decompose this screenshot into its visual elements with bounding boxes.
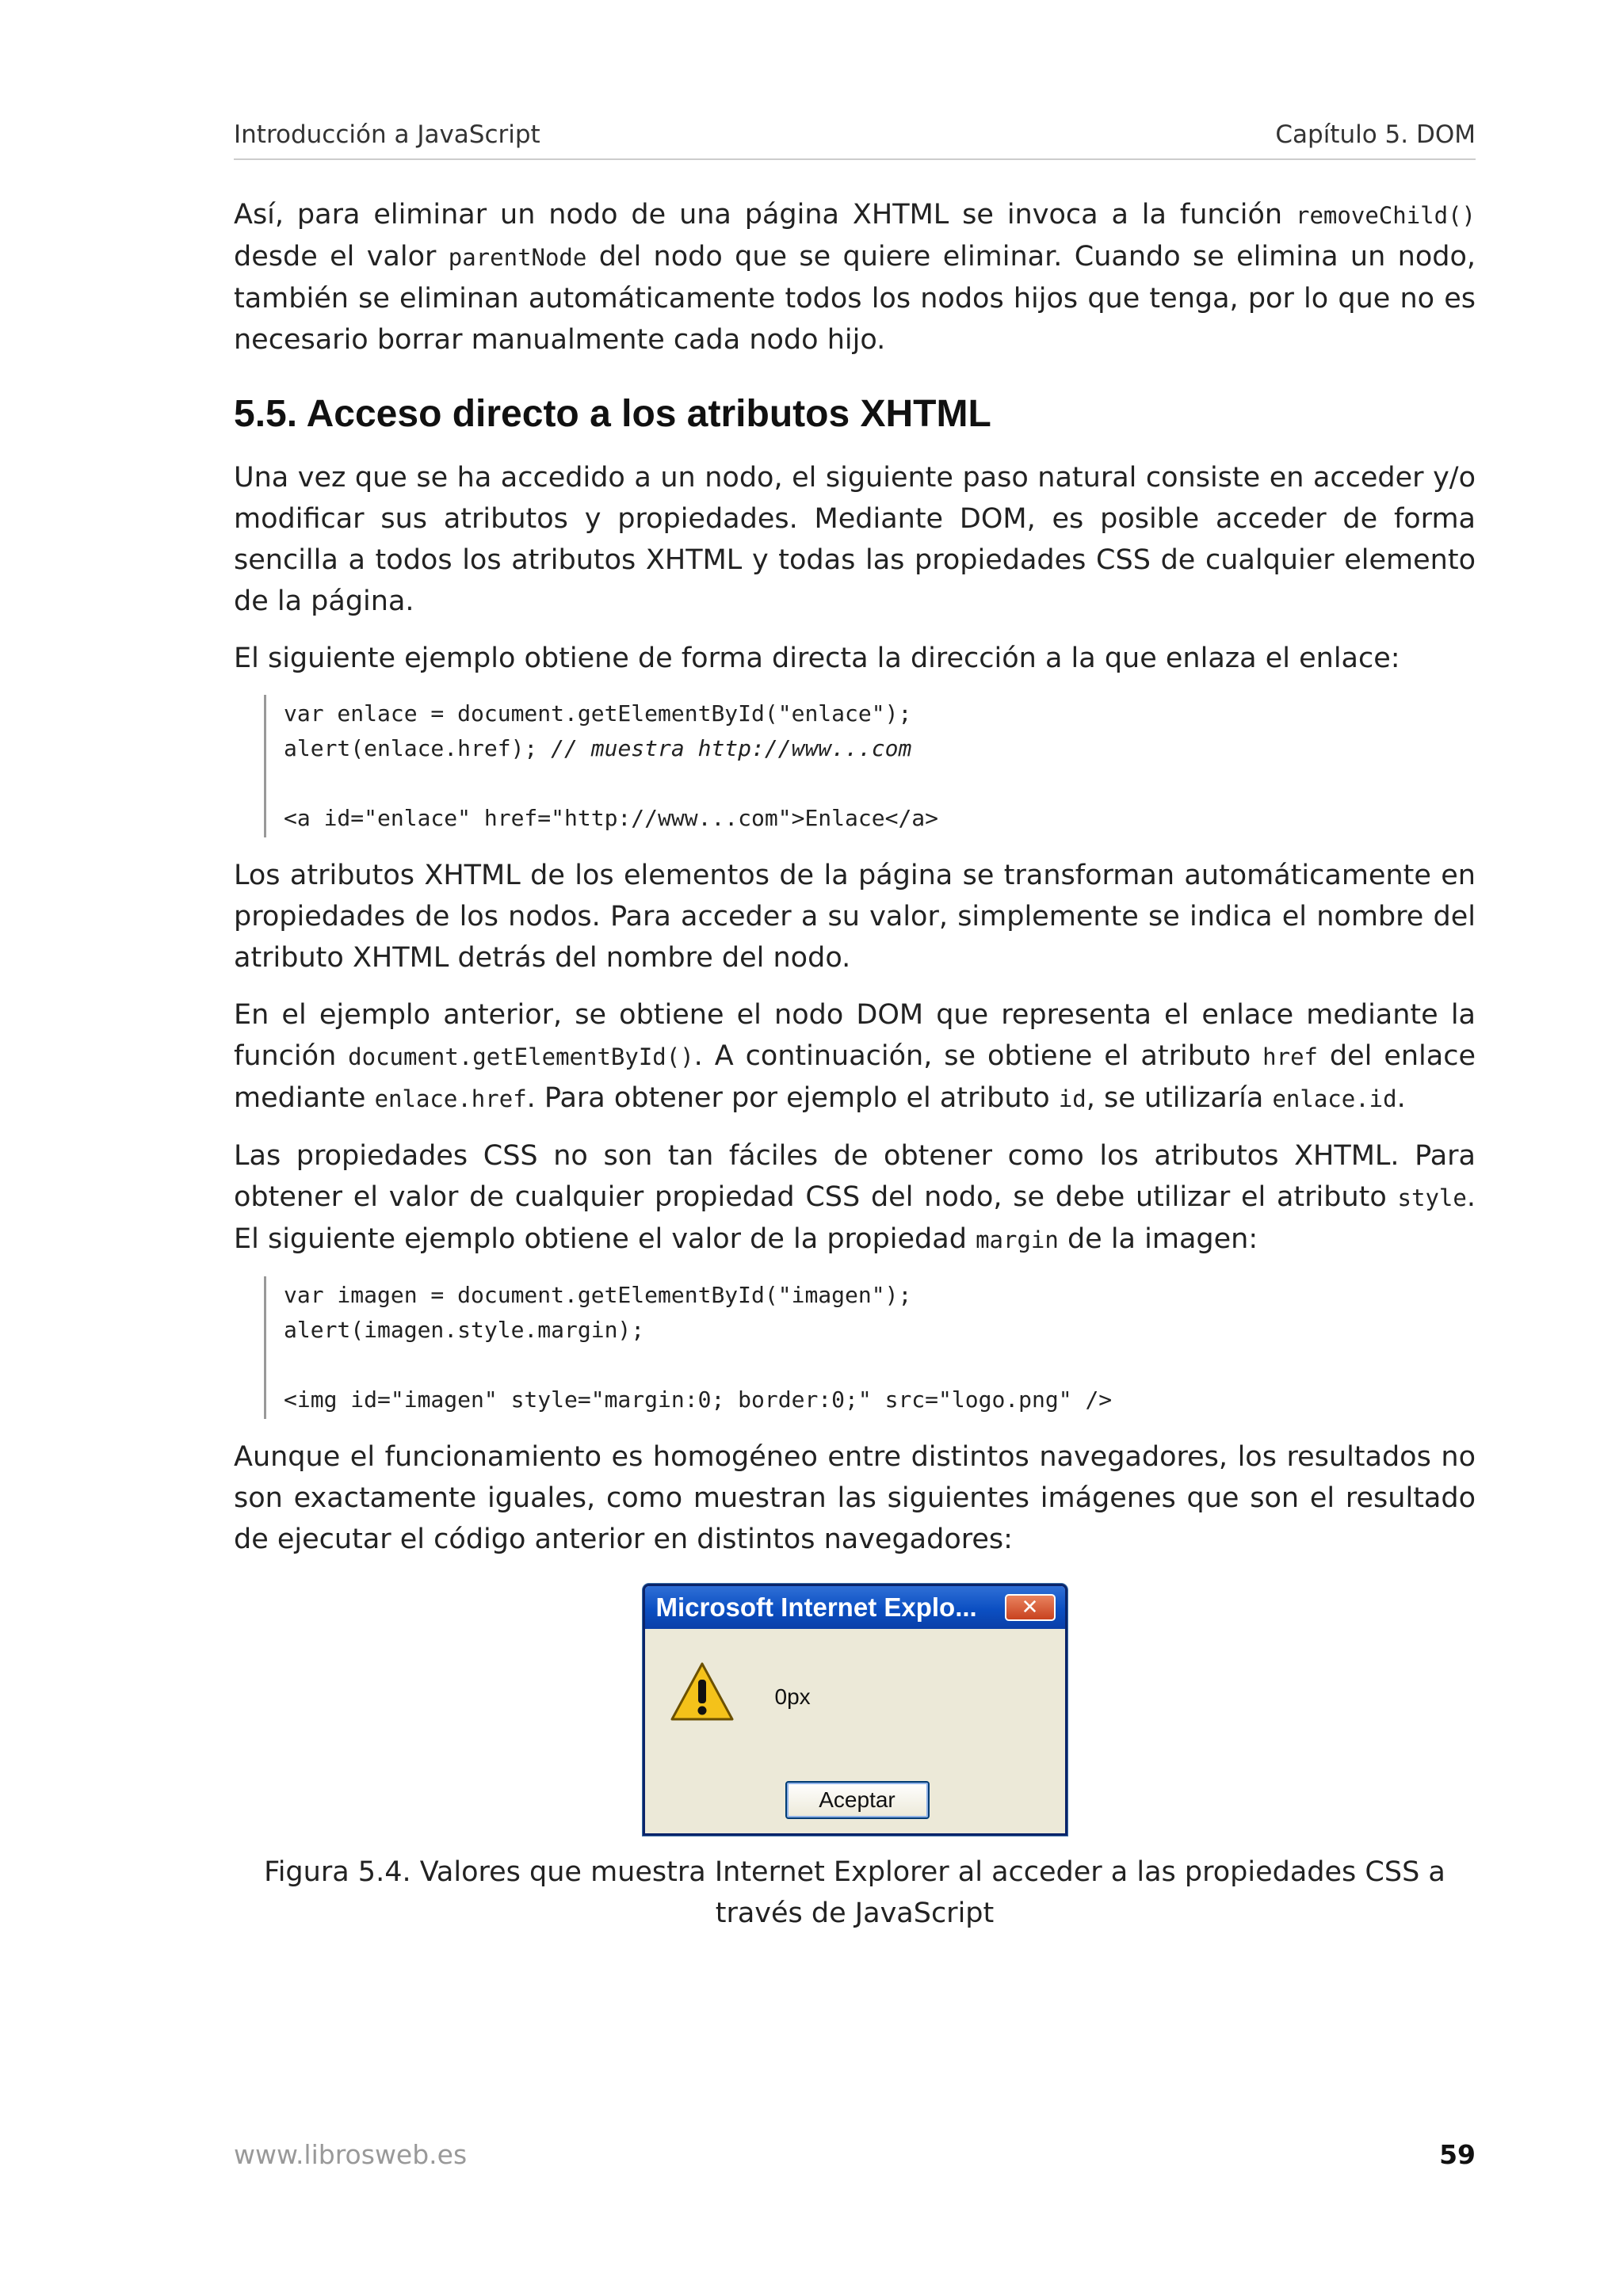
page-footer xyxy=(234,2139,1476,2170)
inline-code: enlace.href xyxy=(374,1085,527,1112)
paragraph-css-properties: Las propiedades CSS no son tan fáciles de obtener como los atributos XHTML. Para obtener el valor de cualquier propiedad CSS del nodo, se debe utilizar el atributo style. El siguiente ejemplo obtiene el valor de la propiedad margin de la imagen: xyxy=(234,1140,1476,1255)
inline-code-margin: margin xyxy=(976,1226,1059,1253)
paragraph-remove-child: Así, para eliminar un nodo de una página XHTML se invoca a la función removeChild() desde el valor parentNode del nodo que se quiere eliminar. Cuando se elimina un nodo, también se eliminan automáticamente todos los nodos hijos que tenga, por lo que no es necesario borrar manualmente cada nodo hijo. xyxy=(234,199,1476,356)
dialog-titlebar xyxy=(645,1586,1065,1629)
code-line: alert(imagen.style.margin); xyxy=(284,1317,645,1343)
figure-ie-dialog xyxy=(234,1584,1476,1934)
paragraph-previous-example: En el ejemplo anterior, se obtiene el nodo DOM que representa el enlace mediante la función document.getElementById(). A continuación, se obtiene el atributo href del enlace mediante enlace.href. Para obtener por ejemplo el atributo id, se utilizaría enlace.id. xyxy=(234,999,1476,1114)
ie-alert-dialog xyxy=(643,1584,1067,1836)
warning-icon xyxy=(669,1661,735,1724)
paragraph-example-intro: El siguiente ejemplo obtiene de forma directa la dirección a la que enlaza el enlace: xyxy=(234,643,1400,674)
code-line: <a id="enlace" href="http://www...com">Enlace</a> xyxy=(284,805,939,831)
paragraph-attributes: Los atributos XHTML de los elementos de la página se transforman automáticamente en propiedades de los nodos. Para acceder a su valor, simplemente se indica el nombre del atributo XHTML detrás del nombre del nodo. xyxy=(234,860,1476,974)
page-number: 59 xyxy=(1439,2139,1476,2170)
dialog-body xyxy=(645,1629,1065,1833)
inline-code: id xyxy=(1058,1085,1086,1112)
inline-code-parentnode: parentNode xyxy=(448,244,587,271)
code-block-enlace xyxy=(264,695,1476,837)
header-chapter: Capítulo 5. DOM xyxy=(1275,120,1476,149)
inline-code: document.getElementById() xyxy=(348,1043,694,1070)
paragraph-intro: Una vez que se ha accedido a un nodo, el siguiente paso natural consiste en acceder y/o modificar sus atributos y propiedades. Mediante DOM, es posible acceder de forma sencilla a todos los atributos XHTML y todas las propiedades CSS de cualquier elemento de la página. xyxy=(234,462,1476,617)
code-block-imagen xyxy=(264,1276,1476,1419)
paragraph-browsers: Aunque el funcionamiento es homogéneo entre distintos navegadores, los resultados no son exactamente iguales, como muestran las siguientes imágenes que son el resultado de ejecutar el código anterior en distintos navegadores: xyxy=(234,1441,1476,1555)
dialog-title: Microsoft Internet Explo... xyxy=(655,1592,977,1622)
dialog-message: 0px xyxy=(774,1684,811,1709)
code-comment: // muestra http://www...com xyxy=(551,735,912,761)
footer-url: www.librosweb.es xyxy=(234,2139,468,2170)
close-icon[interactable]: ✕ xyxy=(1005,1594,1056,1621)
figure-caption: Figura 5.4. Valores que muestra Internet Explorer al acceder a las propiedades CSS a través de JavaScript xyxy=(264,1856,1445,1929)
inline-code-removechild: removeChild() xyxy=(1296,202,1476,229)
accept-button[interactable]: Aceptar xyxy=(785,1781,930,1819)
code-line: var enlace = document.getElementById("enlace"); xyxy=(284,700,912,727)
page-content xyxy=(234,194,1476,1934)
code-line: var imagen = document.getElementById("imagen"); xyxy=(284,1282,912,1308)
code-line: <img id="imagen" style="margin:0; border:0;" src="logo.png" /> xyxy=(284,1386,1113,1413)
header-book-title: Introducción a JavaScript xyxy=(234,120,540,149)
inline-code: enlace.id xyxy=(1272,1085,1397,1112)
inline-code: href xyxy=(1262,1043,1318,1070)
section-heading: 5.5. Acceso directo a los atributos XHTML xyxy=(234,393,991,435)
inline-code-style: style xyxy=(1397,1184,1467,1211)
page-header xyxy=(234,120,1476,160)
code-line: alert(enlace.href); // muestra http://www...com xyxy=(284,735,912,761)
